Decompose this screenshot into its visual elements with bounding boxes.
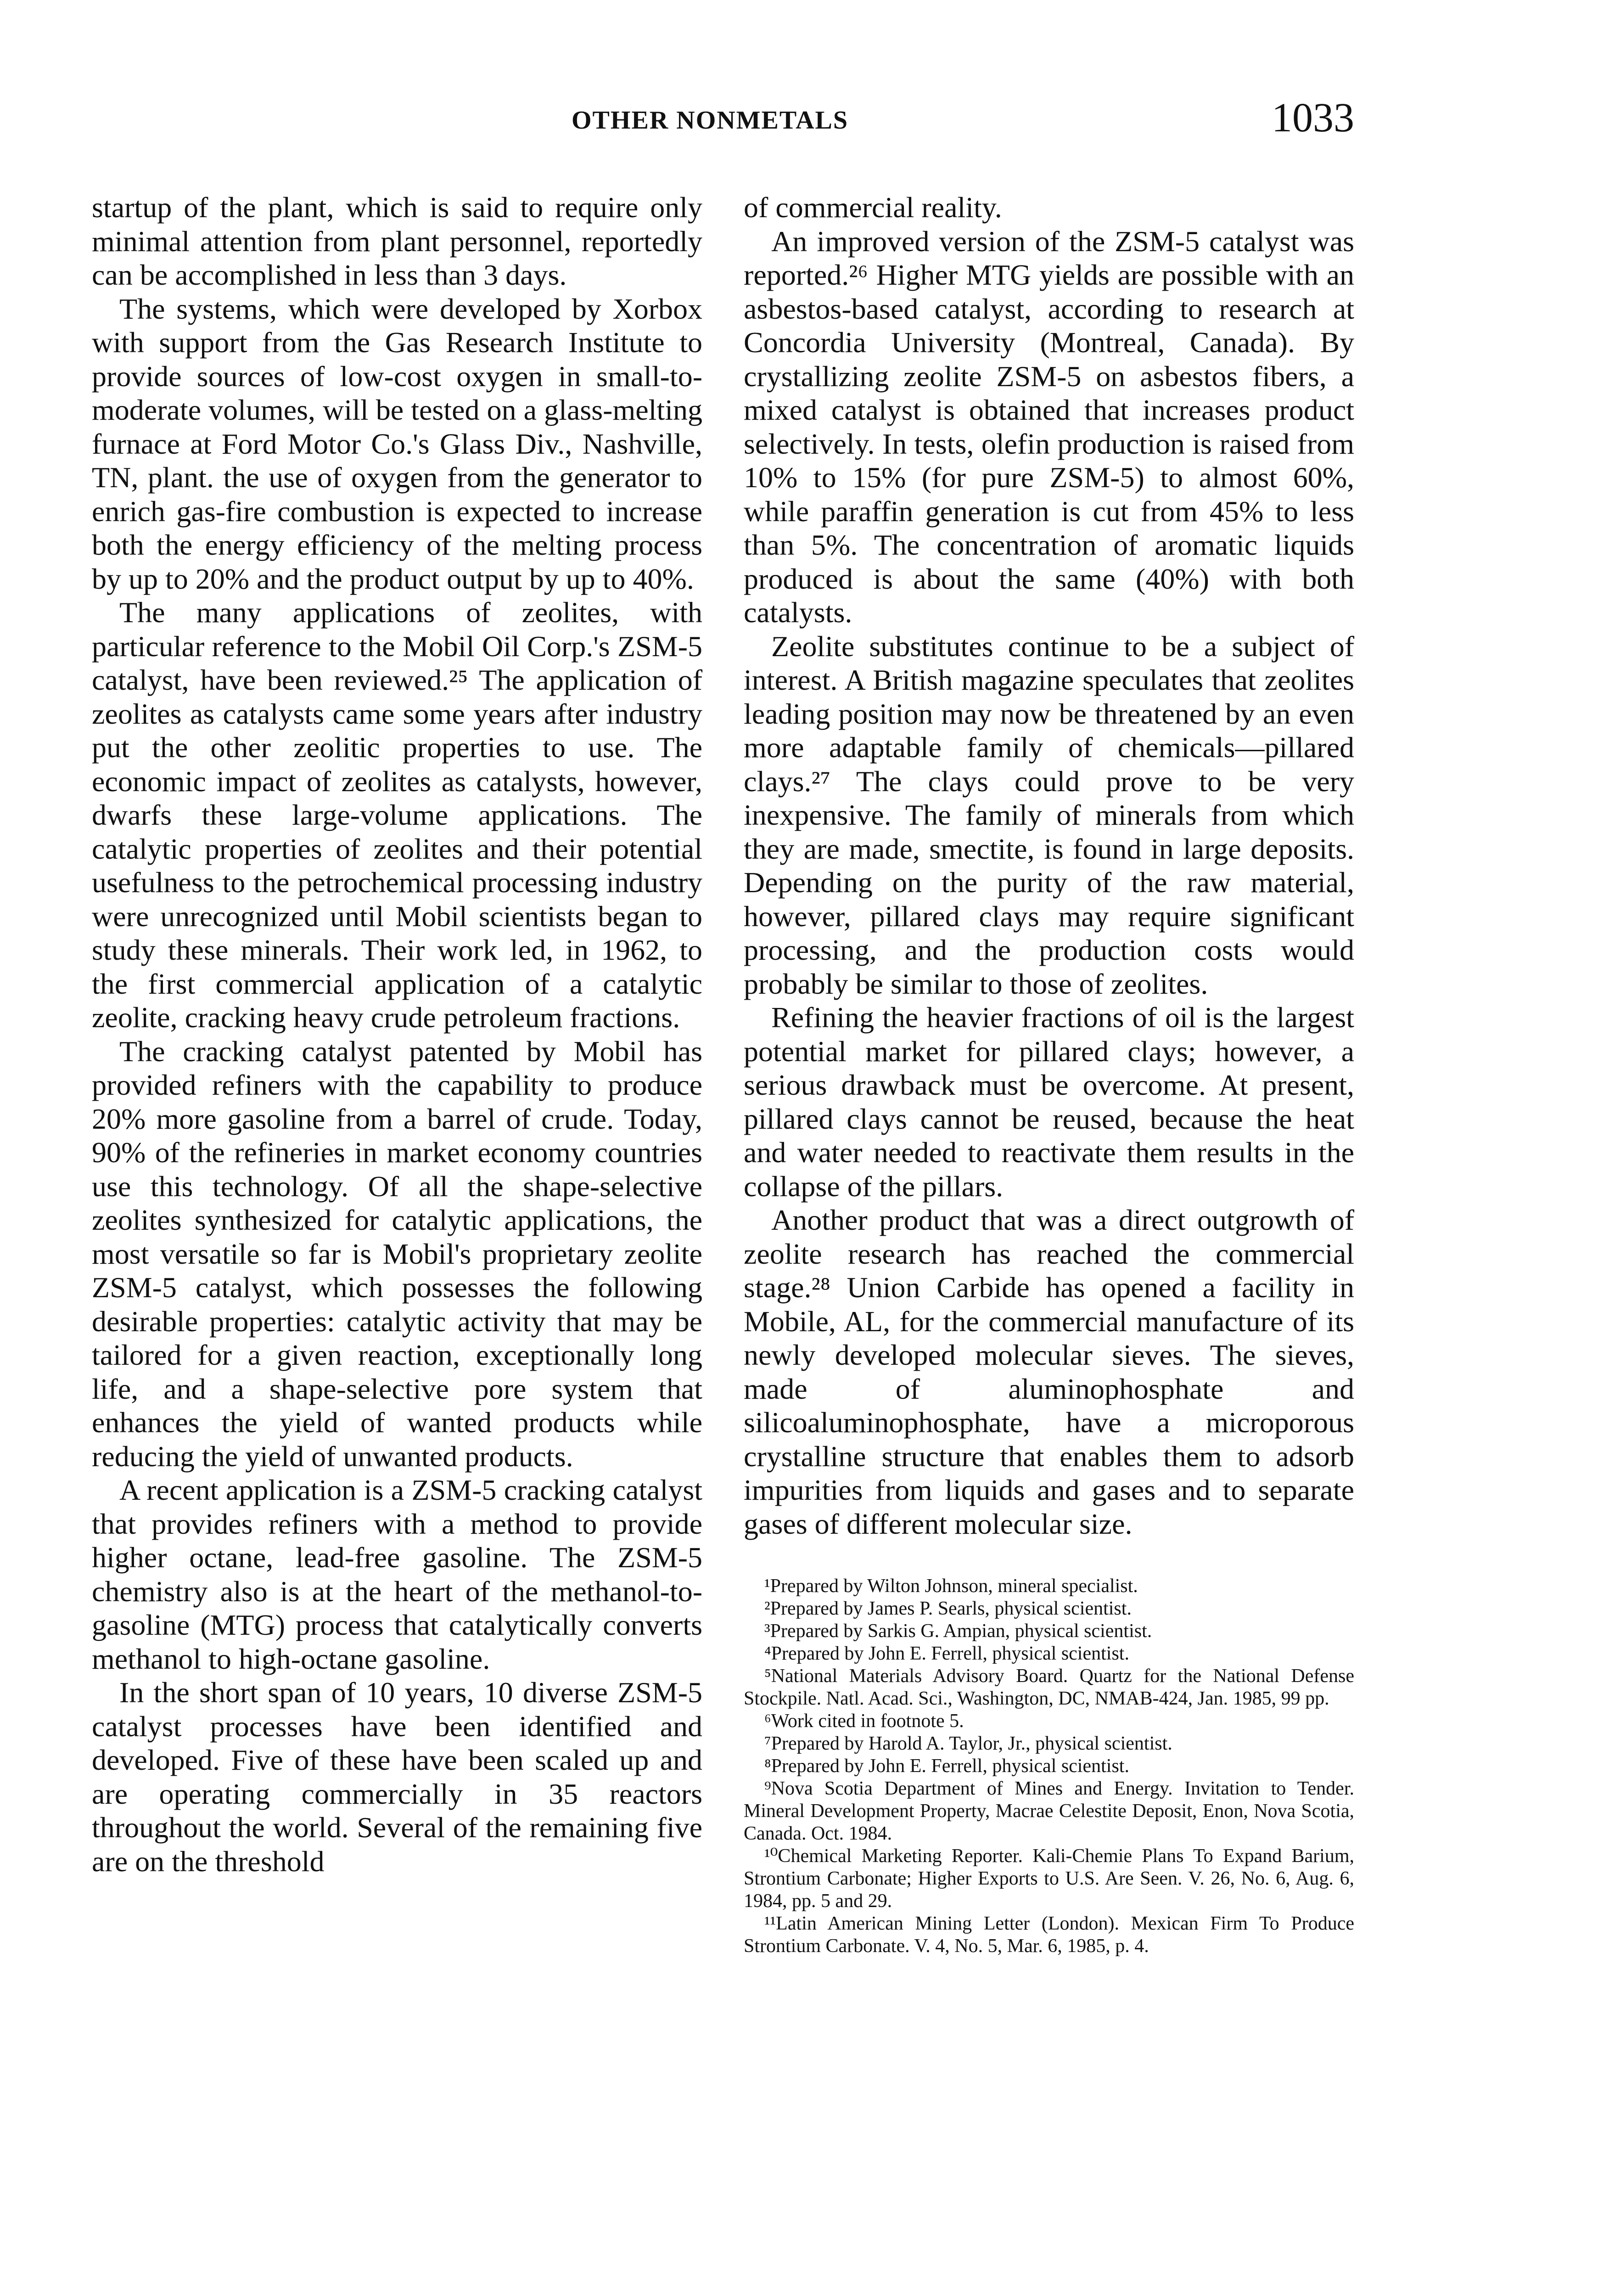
- footnote: ¹¹Latin American Mining Letter (London). Mexican Firm To Produce Strontium Carbonate. V. 4, No. 5, Mar. 6, 1985, p. 4.: [744, 1913, 1354, 1957]
- footnote: ¹⁰Chemical Marketing Reporter. Kali-Chemie Plans To Expand Barium, Strontium Carbonate; Higher Exports to U.S. Are Seen. V. 26, No. 6, Aug. 6, 1984, pp. 5 and 29.: [744, 1846, 1354, 1912]
- paragraph: In the short span of 10 years, 10 diverse ZSM-5 catalyst processes have been identified and developed. Five of these have been scaled up and are operating commercially in 35 reactors throughout the world. Several of the remaining five are on the threshold: [92, 1676, 702, 1878]
- paragraph: Another product that was a direct outgrowth of zeolite research has reached the commercial stage.²⁸ Union Carbide has opened a facility in Mobile, AL, for the commercial manufacture of its newly developed molecular sieves. The sieves, made of aluminophosphate and silicoaluminophosphate, have a microporous crystalline structure that enables them to adsorb impurities from liquids and gases and to separate gases of different molecular size.: [744, 1204, 1354, 1540]
- footnote: ⁸Prepared by John E. Ferrell, physical scientist.: [764, 1756, 1129, 1777]
- footnote: ⁹Nova Scotia Department of Mines and Energy. Invitation to Tender. Mineral Development Property, Macrae Celestite Deposit, Enon, Nova Scotia, Canada. Oct. 1984.: [744, 1778, 1354, 1844]
- paragraph: Refining the heavier fractions of oil is the largest potential market for pillared clays; however, a serious drawback must be overcome. At present, pillared clays cannot be reused, because the heat and water needed to reactivate them results in the collapse of the pillars.: [744, 1001, 1354, 1203]
- page-number: 1033: [1272, 95, 1354, 141]
- left-column: [92, 191, 702, 1878]
- paragraph: The cracking catalyst patented by Mobil has provided refiners with the capability to produce 20% more gasoline from a barrel of crude. Today, 90% of the refineries in market economy countries use this technology. Of all the shape-selective zeolites synthesized for catalytic applications, the most versatile so far is Mobil's proprietary zeolite ZSM-5 catalyst, which possesses the following desirable properties: catalytic activity that may be tailored for a given reaction, exceptionally long life, and a shape-selective pore system that enhances the yield of wanted products while reducing the yield of unwanted products.: [92, 1035, 702, 1473]
- footnote: ⁶Work cited in footnote 5.: [764, 1711, 964, 1732]
- paragraph: An improved version of the ZSM-5 catalyst was reported.²⁶ Higher MTG yields are possible with an asbestos-based catalyst, according to research at Concordia University (Montreal, Canada). By crystallizing zeolite ZSM-5 on asbestos fibers, a mixed catalyst is obtained that increases product selectively. In tests, olefin production is raised from 10% to 15% (for pure ZSM-5) to almost 60%, while paraffin generation is cut from 45% to less than 5%. The concentration of aromatic liquids produced is about the same (40%) with both catalysts.: [744, 225, 1354, 629]
- footnote: ¹Prepared by Wilton Johnson, mineral specialist.: [764, 1576, 1138, 1597]
- footnote: ⁴Prepared by John E. Ferrell, physical scientist.: [764, 1643, 1129, 1664]
- footnote: ⁵National Materials Advisory Board. Quartz for the National Defense Stockpile. Natl. Acad. Sci., Washington, DC, NMAB-424, Jan. 1985, 99 pp.: [744, 1666, 1354, 1709]
- footnote: ⁷Prepared by Harold A. Taylor, Jr., physical scientist.: [764, 1733, 1172, 1754]
- footnote: ³Prepared by Sarkis G. Ampian, physical scientist.: [764, 1621, 1152, 1642]
- footnotes: [744, 1575, 1354, 1958]
- running-title: OTHER NONMETALS: [572, 106, 849, 135]
- footnote: ²Prepared by James P. Searls, physical scientist.: [764, 1598, 1132, 1619]
- paragraph: of commercial reality.: [744, 191, 1002, 224]
- paragraph: The many applications of zeolites, with particular reference to the Mobil Oil Corp.'s ZSM-5 catalyst, have been reviewed.²⁵ The application of zeolites as catalysts came some years after industry put the other zeolitic properties to use. The economic impact of zeolites as catalysts, however, dwarfs these large-volume applications. The catalytic properties of zeolites and their potential usefulness to the petrochemical processing industry were unrecognized until Mobil scientists began to study these minerals. Their work led, in 1962, to the first commercial application of a catalytic zeolite, cracking heavy crude petroleum fractions.: [92, 596, 702, 1034]
- paragraph: The systems, which were developed by Xorbox with support from the Gas Research Institute to provide sources of low-cost oxygen in small-to-moderate volumes, will be tested on a glass-melting furnace at Ford Motor Co.'s Glass Div., Nashville, TN, plant. the use of oxygen from the generator to enrich gas-fire combustion is expected to increase both the energy efficiency of the melting process by up to 20% and the product output by up to 40%.: [92, 292, 702, 595]
- right-column: [744, 191, 1354, 1958]
- paragraph: A recent application is a ZSM-5 cracking catalyst that provides refiners with a method to provide higher octane, lead-free gasoline. The ZSM-5 chemistry also is at the heart of the methanol-to-gasoline (MTG) process that catalytically converts methanol to high-octane gasoline.: [92, 1474, 702, 1675]
- paragraph: Zeolite substitutes continue to be a subject of interest. A British magazine speculates that zeolites leading position may now be threatened by an even more adaptable family of chemicals—pillared clays.²⁷ The clays could prove to be very inexpensive. The family of minerals from which they are made, smectite, is found in large deposits. Depending on the purity of the raw material, however, pillared clays may require significant processing, and the production costs would probably be similar to those of zeolites.: [744, 630, 1354, 1000]
- paragraph: startup of the plant, which is said to require only minimal attention from plant personnel, reportedly can be accomplished in less than 3 days.: [92, 191, 702, 291]
